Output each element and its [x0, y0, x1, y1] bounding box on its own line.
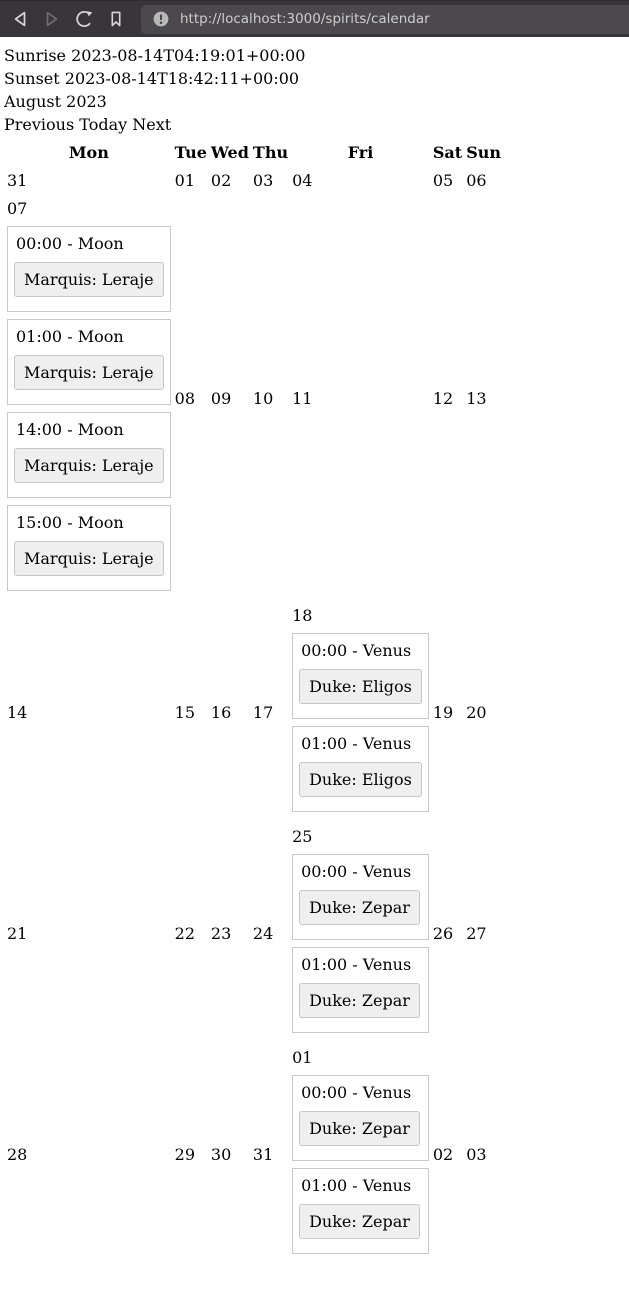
calendar-day-cell	[252, 1045, 289, 1264]
day-number: 11	[292, 388, 313, 408]
weekday-header: Sun	[466, 143, 502, 162]
event-card	[292, 633, 429, 719]
sunrise-label: Sunrise 2023-08-14T04:19:01+00:00	[4, 46, 306, 65]
calendar-day-cell	[432, 168, 463, 194]
info-icon[interactable]	[152, 10, 170, 28]
event-card	[292, 947, 429, 1033]
calendar-day-cell	[465, 824, 502, 1043]
day-number: 31	[7, 171, 28, 190]
day-number: 25	[292, 827, 313, 846]
reload-icon[interactable]	[74, 9, 94, 29]
spirits-calendar-page	[0, 37, 629, 1270]
day-number: 19	[432, 702, 454, 722]
event-card	[7, 226, 171, 312]
day-number: 28	[7, 1144, 28, 1164]
weekday-header: Wed	[210, 143, 249, 162]
calendar-day-cell	[6, 824, 172, 1043]
spirit-button[interactable]: Duke: Eligos	[299, 669, 422, 704]
event-card	[7, 319, 171, 405]
url-text: http://localhost:3000/spirits/calendar	[180, 11, 430, 27]
event-time-label: 01:00 - Venus	[301, 1176, 412, 1195]
event-time-label: 01:00 - Venus	[301, 955, 412, 974]
calendar-day-cell	[432, 1045, 463, 1264]
day-number: 02	[210, 171, 232, 190]
day-number: 06	[466, 171, 487, 190]
calendar-day-cell	[174, 1045, 208, 1264]
calendar-body	[6, 168, 502, 1264]
calendar-day-cell	[465, 196, 502, 601]
calendar-day-cell	[252, 824, 289, 1043]
event-card	[292, 726, 429, 812]
day-number: 10	[252, 388, 274, 408]
calendar-day-cell	[6, 196, 172, 601]
spirit-button[interactable]: Duke: Zepar	[299, 983, 420, 1018]
day-number: 20	[466, 702, 487, 722]
spirit-button[interactable]: Marquis: Leraje	[14, 448, 164, 483]
day-number: 17	[252, 702, 274, 722]
event-time-label: 00:00 - Moon	[16, 234, 124, 253]
day-number: 15	[174, 702, 195, 722]
weekday-header: Sat	[432, 143, 463, 162]
day-number: 18	[292, 606, 313, 625]
event-card	[292, 854, 429, 940]
calendar-week-row	[6, 603, 502, 822]
calendar-nav	[4, 113, 625, 136]
calendar-day-cell	[291, 196, 430, 601]
calendar-day-cell	[252, 196, 289, 601]
weekday-header: Mon	[68, 143, 109, 162]
calendar-day-cell	[291, 1045, 430, 1264]
calendar-day-cell	[210, 824, 250, 1043]
day-number: 21	[7, 923, 28, 943]
calendar-day-cell	[432, 603, 463, 822]
event-time-label: 00:00 - Venus	[301, 641, 412, 660]
calendar-day-cell	[432, 196, 463, 601]
calendar-day-cell	[432, 824, 463, 1043]
calendar-day-cell	[6, 603, 172, 822]
day-number: 23	[210, 923, 232, 943]
day-number: 16	[210, 702, 232, 722]
calendar-week-row	[6, 196, 502, 601]
day-number: 05	[432, 171, 454, 190]
calendar-day-cell	[6, 168, 172, 194]
event-time-label: 00:00 - Venus	[301, 1083, 412, 1102]
spirit-button[interactable]: Duke: Zepar	[299, 890, 420, 925]
day-number: 27	[466, 923, 487, 943]
spirit-button[interactable]: Marquis: Leraje	[14, 541, 164, 576]
day-number: 02	[432, 1144, 454, 1164]
calendar-week-row	[6, 824, 502, 1043]
calendar-day-cell	[174, 824, 208, 1043]
event-time-label: 14:00 - Moon	[16, 420, 124, 439]
spirit-button[interactable]: Marquis: Leraje	[14, 262, 164, 297]
back-icon[interactable]	[10, 9, 30, 29]
day-number: 09	[210, 388, 232, 408]
calendar-day-cell	[465, 168, 502, 194]
day-number: 13	[466, 388, 487, 408]
day-number: 29	[174, 1144, 195, 1164]
spirit-button[interactable]: Duke: Zepar	[299, 1111, 420, 1146]
calendar-day-cell	[465, 603, 502, 822]
previous-button[interactable]: Previous	[4, 115, 75, 134]
weekday-header: Thu	[252, 143, 289, 162]
day-number: 31	[252, 1144, 274, 1164]
calendar-table	[4, 138, 504, 1266]
calendar-day-cell	[210, 196, 250, 601]
weekday-header-row	[6, 140, 502, 166]
day-number: 07	[7, 199, 28, 218]
calendar-day-cell	[210, 168, 250, 194]
spirit-button[interactable]: Marquis: Leraje	[14, 355, 164, 390]
spirit-button[interactable]: Duke: Eligos	[299, 762, 422, 797]
calendar-day-cell	[252, 603, 289, 822]
sunset-label: Sunset 2023-08-14T18:42:11+00:00	[4, 69, 300, 88]
event-card	[7, 412, 171, 498]
event-time-label: 01:00 - Venus	[301, 734, 412, 753]
event-card	[292, 1075, 429, 1161]
calendar-week-row	[6, 168, 502, 194]
event-card	[7, 505, 171, 591]
day-number: 04	[292, 171, 313, 190]
calendar-day-cell	[252, 168, 289, 194]
day-number: 08	[174, 388, 195, 408]
day-number: 03	[252, 171, 274, 190]
day-number: 14	[7, 702, 28, 722]
calendar-day-cell	[174, 603, 208, 822]
calendar-day-cell	[174, 196, 208, 601]
day-number: 24	[252, 923, 274, 943]
today-button[interactable]: Today	[79, 115, 128, 134]
weekday-header: Tue	[174, 143, 207, 162]
calendar-day-cell	[465, 1045, 502, 1264]
weekday-header: Fri	[347, 143, 374, 162]
forward-icon[interactable]	[42, 9, 62, 29]
day-number: 26	[432, 923, 454, 943]
calendar-day-cell	[6, 1045, 172, 1264]
day-number: 12	[432, 388, 454, 408]
day-number: 01	[292, 1048, 313, 1067]
event-time-label: 15:00 - Moon	[16, 513, 124, 532]
calendar-day-cell	[291, 168, 430, 194]
calendar-day-cell	[174, 168, 208, 194]
day-number: 03	[466, 1144, 487, 1164]
calendar-day-cell	[210, 1045, 250, 1264]
spirit-button[interactable]: Duke: Zepar	[299, 1204, 420, 1239]
event-card	[292, 1168, 429, 1254]
month-title: August 2023	[4, 92, 107, 111]
event-time-label: 01:00 - Moon	[16, 327, 124, 346]
browser-chrome	[0, 0, 629, 37]
day-number: 30	[210, 1144, 232, 1164]
bookmark-icon[interactable]	[106, 9, 126, 29]
calendar-week-row	[6, 1045, 502, 1264]
next-button[interactable]: Next	[132, 115, 172, 134]
day-number: 22	[174, 923, 195, 943]
calendar-day-cell	[210, 603, 250, 822]
event-time-label: 00:00 - Venus	[301, 862, 412, 881]
day-number: 01	[174, 171, 195, 190]
url-bar[interactable]	[141, 5, 629, 34]
calendar-day-cell	[291, 603, 430, 822]
calendar-day-cell	[291, 824, 430, 1043]
